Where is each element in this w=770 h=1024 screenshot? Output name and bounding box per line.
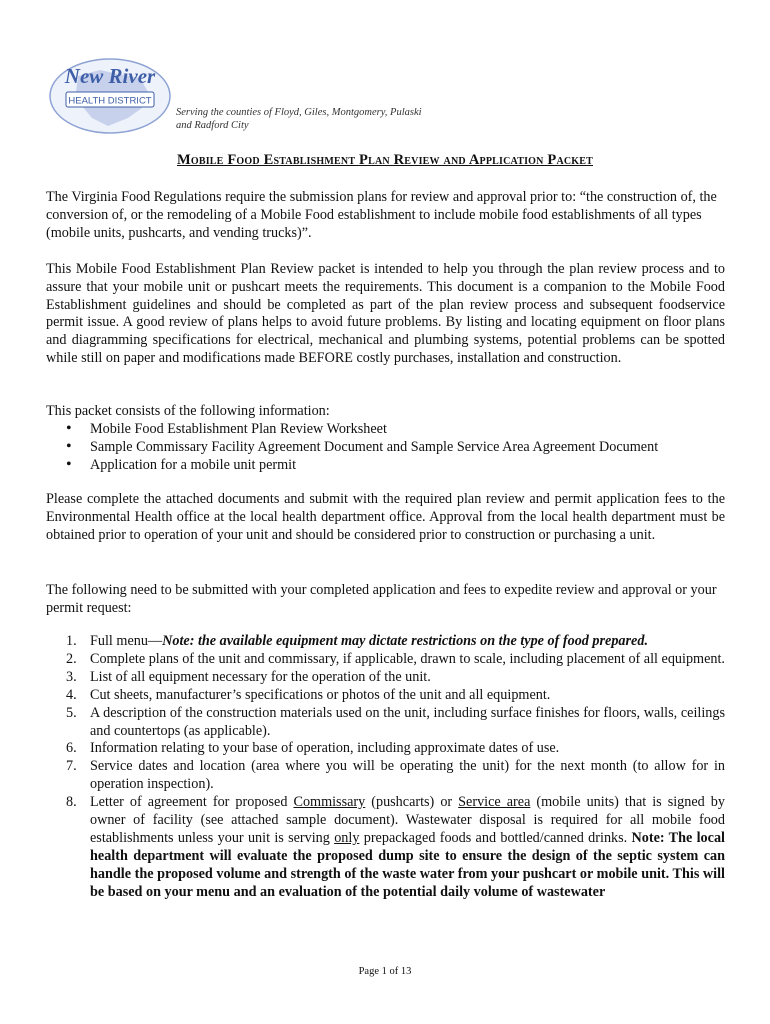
svg-text:HEALTH DISTRICT: HEALTH DISTRICT bbox=[68, 95, 152, 107]
new-river-health-district-logo bbox=[48, 56, 172, 136]
item-text: (mobile units) that is signed by owner of facility (see attached sample document). Wastewater disposal is required for all mobile food establishments unless your unit is serving bbox=[90, 794, 725, 846]
list-item bbox=[46, 669, 725, 687]
item-number: 8. bbox=[66, 794, 77, 811]
document-title: Mobile Food Establishment Plan Review and Application Packet bbox=[176, 152, 594, 168]
list-item: • Application for a mobile unit permit bbox=[46, 456, 658, 474]
item-text: A description of the construction materials used on the unit, including surface finishes for floors, walls, ceilings and countertops (as applicable). bbox=[90, 704, 725, 739]
item-number: 7. bbox=[66, 758, 77, 775]
list-item bbox=[46, 758, 725, 794]
list-item bbox=[46, 633, 725, 651]
item-number: 5. bbox=[66, 704, 77, 721]
list-item bbox=[46, 687, 725, 705]
intro-paragraph: The Virginia Food Regulations require the submission plans for review and approval prior to: “the construction of, the conversion of, or the remodeling of a Mobile Food establishment to include mobile food establishments of all types (mobile units, pushcarts, and vending trucks)”. bbox=[46, 189, 717, 241]
menu-restriction-note: Note: the available equipment may dictate restrictions on the type of food prepared. bbox=[162, 633, 648, 649]
item-text: Letter of agreement for proposed bbox=[90, 794, 294, 811]
item-text: Information relating to your base of operation, including approximate dates of use. bbox=[90, 740, 560, 757]
item-text: Service dates and location (area where you will be operating the unit) for the next month (to allow for in operation inspection). bbox=[90, 758, 725, 793]
requirements-intro: The following need to be submitted with your completed application and fees to expedite review and approval or your permit request: bbox=[46, 582, 717, 616]
item-text: prepackaged foods and bottled/canned drinks. bbox=[359, 829, 632, 846]
commissary-term: Commissary bbox=[293, 794, 366, 811]
list-item bbox=[46, 794, 725, 901]
serving-counties-note bbox=[176, 106, 422, 132]
packet-contents-intro: This packet consists of the following information: bbox=[46, 403, 330, 419]
item-text: Full menu— bbox=[90, 633, 163, 649]
serving-line-2: and Radford City bbox=[176, 120, 249, 131]
list-item bbox=[46, 651, 725, 669]
item-number: 1. bbox=[66, 633, 77, 649]
svg-text:New River: New River bbox=[64, 64, 156, 88]
serving-line-1: Serving the counties of Floyd, Giles, Montgomery, Pulaski bbox=[176, 107, 422, 118]
list-item bbox=[46, 740, 725, 758]
packet-contents-list bbox=[46, 420, 658, 474]
wastewater-evaluation-note: Note: The local health department will evaluate the proposed dump site to ensure the design of the septic system can handle the proposed volume and strength of the waste water from your pushcart or mobile unit. This will be based on your menu and an evaluation of the potential daily volume of wastewater bbox=[90, 829, 725, 900]
item-text: Cut sheets, manufacturer’s specifications or photos of the unit and all equipment. bbox=[90, 686, 551, 703]
page-number: Page 1 of 13 bbox=[358, 966, 412, 977]
item-text: List of all equipment necessary for the operation of the unit. bbox=[90, 668, 431, 685]
item-text: Complete plans of the unit and commissary, if applicable, drawn to scale, including placement of all equipment. bbox=[90, 650, 725, 667]
requirements-list bbox=[46, 633, 725, 902]
list-item: • Mobile Food Establishment Plan Review Worksheet bbox=[46, 420, 658, 438]
item-number: 2. bbox=[66, 650, 77, 667]
item-number: 4. bbox=[66, 686, 77, 703]
submission-instructions-paragraph: Please complete the attached documents and submit with the required plan review and permit application fees to the Environmental Health office at the local health department office. Approval from the local health department must be obtained prior to operation of your unit and should be considered prior to construction or purchasing a unit. bbox=[46, 491, 725, 543]
list-item: • Sample Commissary Facility Agreement Document and Sample Service Area Agreement Document bbox=[46, 438, 658, 456]
only-emphasis: only bbox=[334, 829, 360, 846]
item-text: (pushcarts) or bbox=[365, 794, 459, 811]
item-number: 3. bbox=[66, 668, 77, 685]
list-item bbox=[46, 705, 725, 741]
service-area-term: Service area bbox=[458, 794, 531, 811]
item-number: 6. bbox=[66, 740, 77, 757]
packet-purpose-paragraph: This Mobile Food Establishment Plan Review packet is intended to help you through the plan review process and to assure that your mobile unit or pushcart meets the requirements. This document is a companion to the Mobile Food Establishment guidelines and should be completed as part of the plan review process and subsequent foodservice permit issue. A good review of plans helps to avoid future problems. By listing and locating equipment on floor plans and diagramming specifications for electrical, mechanical and plumbing systems, potential problems can be spotted while still on paper and modifications made BEFORE costly purchases, installation and construction. bbox=[46, 261, 725, 366]
